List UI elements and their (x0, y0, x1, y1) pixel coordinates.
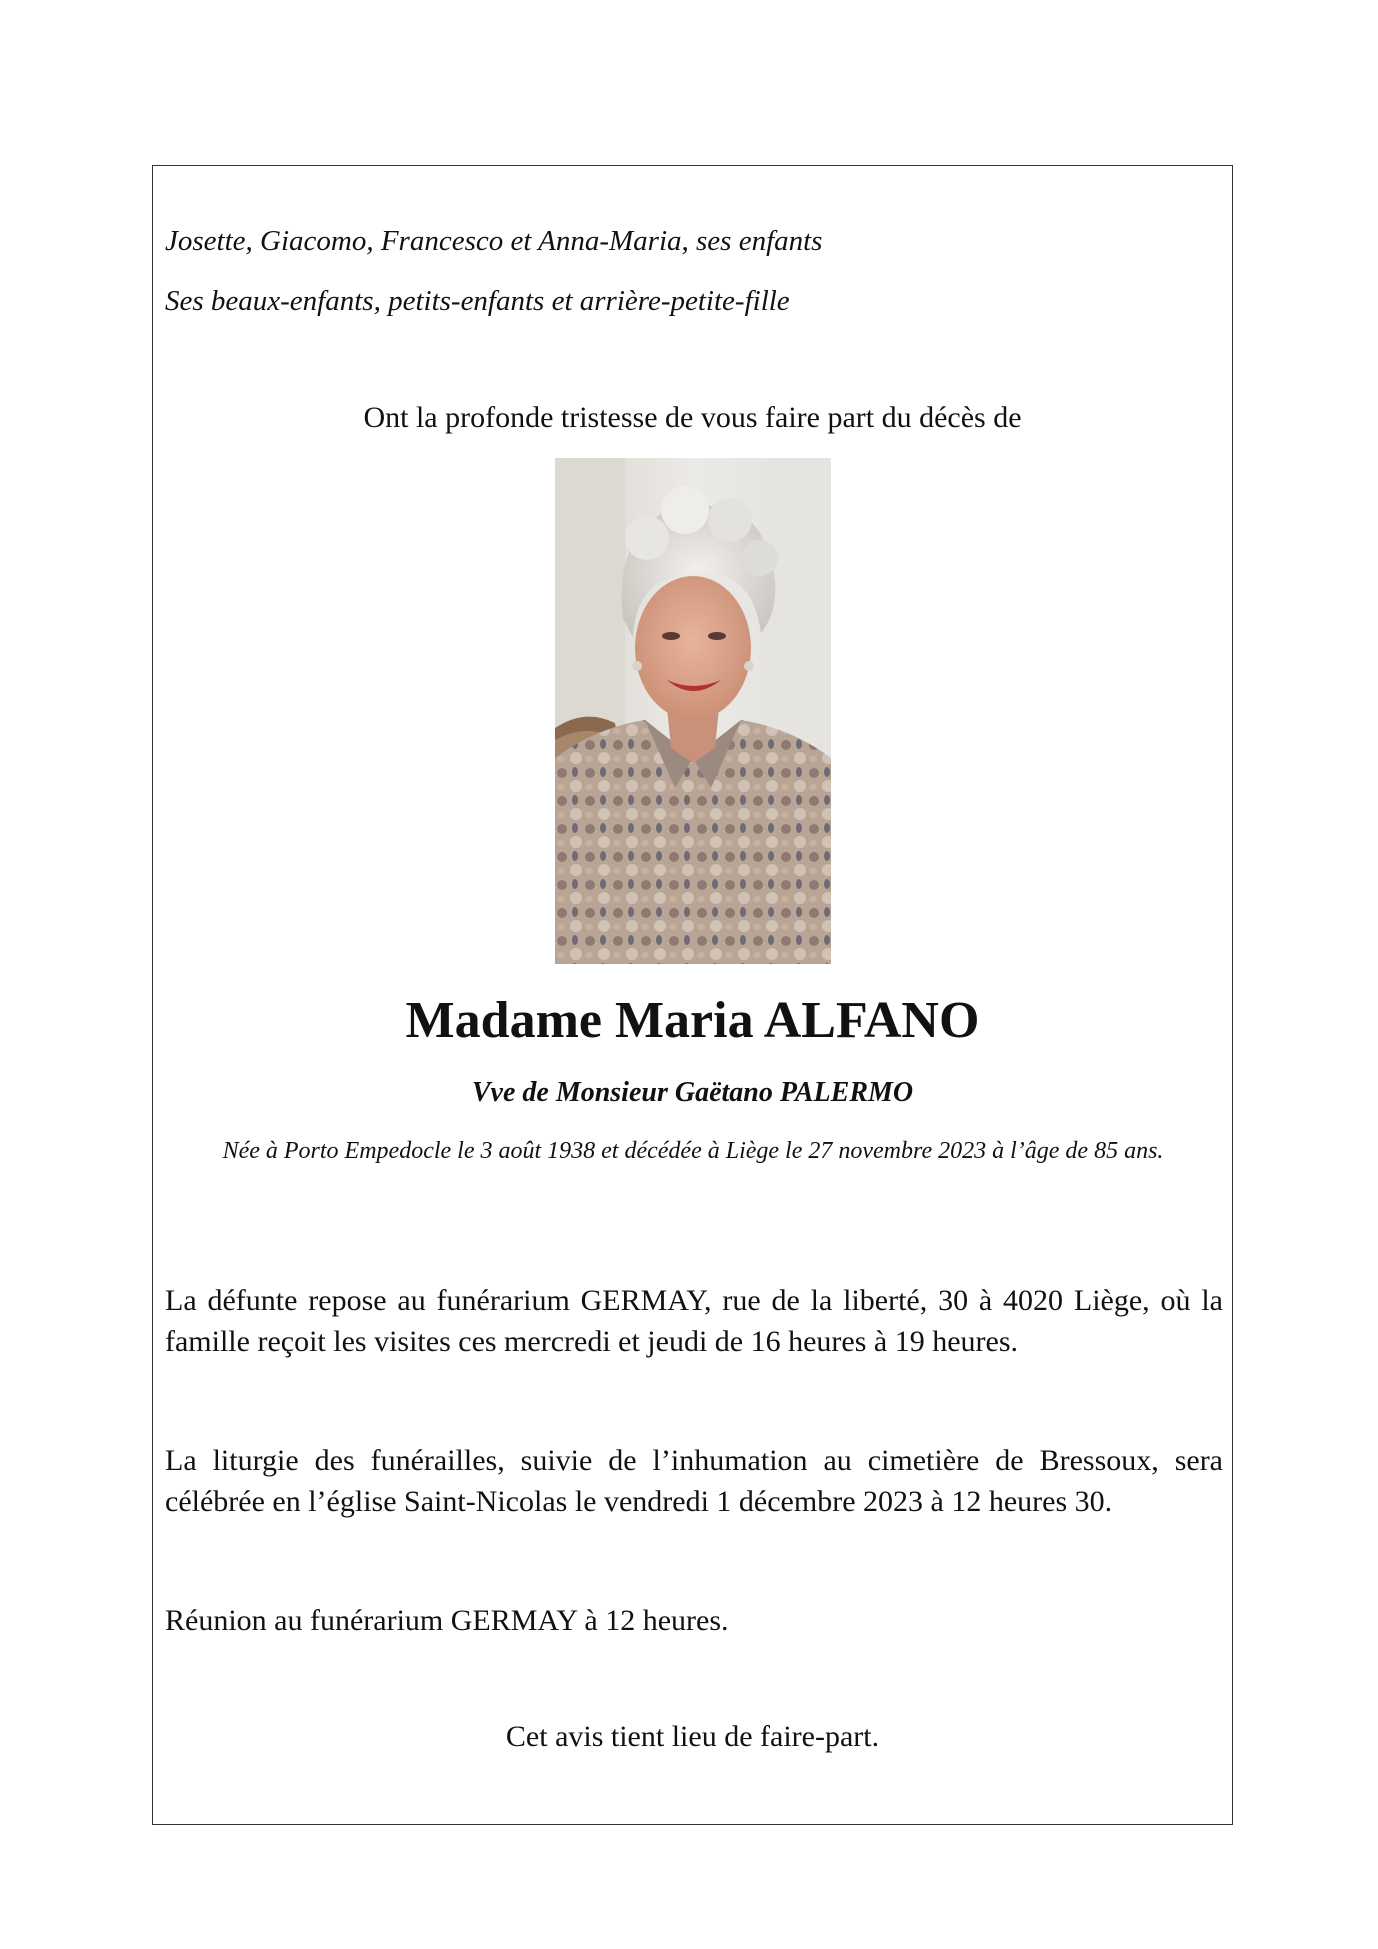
funeral-paragraph: La liturgie des funérailles, suivie de l’inhumation au cimetière de Bressoux, sera célébrée en l’église Saint-Nicolas le vendredi 1 décembre 2023 à 12 heures 30. (165, 1444, 1223, 1518)
announcement-intro: Ont la profonde tristesse de vous faire part du décès de (363, 401, 1022, 434)
closing-note: Cet avis tient lieu de faire-part. (505, 1720, 880, 1753)
visitation-paragraph: La défunte repose au funérarium GERMAY, rue de la liberté, 30 à 4020 Liège, où la famille reçoit les visites ces mercredi et jeudi de 16 heures à 19 heures. (165, 1284, 1223, 1358)
portrait-photo (555, 458, 831, 964)
family-line-relatives: Ses beaux-enfants, petits-enfants et arrière-petite-fille (165, 285, 790, 317)
widow-of: Vve de Monsieur Gaëtano PALERMO (471, 1077, 914, 1108)
birth-death-info: Née à Porto Empedocle le 3 août 1938 et décédée à Liège le 27 novembre 2023 à l’âge de 85 ans. (222, 1138, 1164, 1164)
meeting-paragraph: Réunion au funérarium GERMAY à 12 heures. (165, 1604, 729, 1637)
deceased-name: Madame Maria ALFANO (405, 992, 980, 1049)
family-line-children: Josette, Giacomo, Francesco et Anna-Maria, ses enfants (165, 225, 823, 257)
